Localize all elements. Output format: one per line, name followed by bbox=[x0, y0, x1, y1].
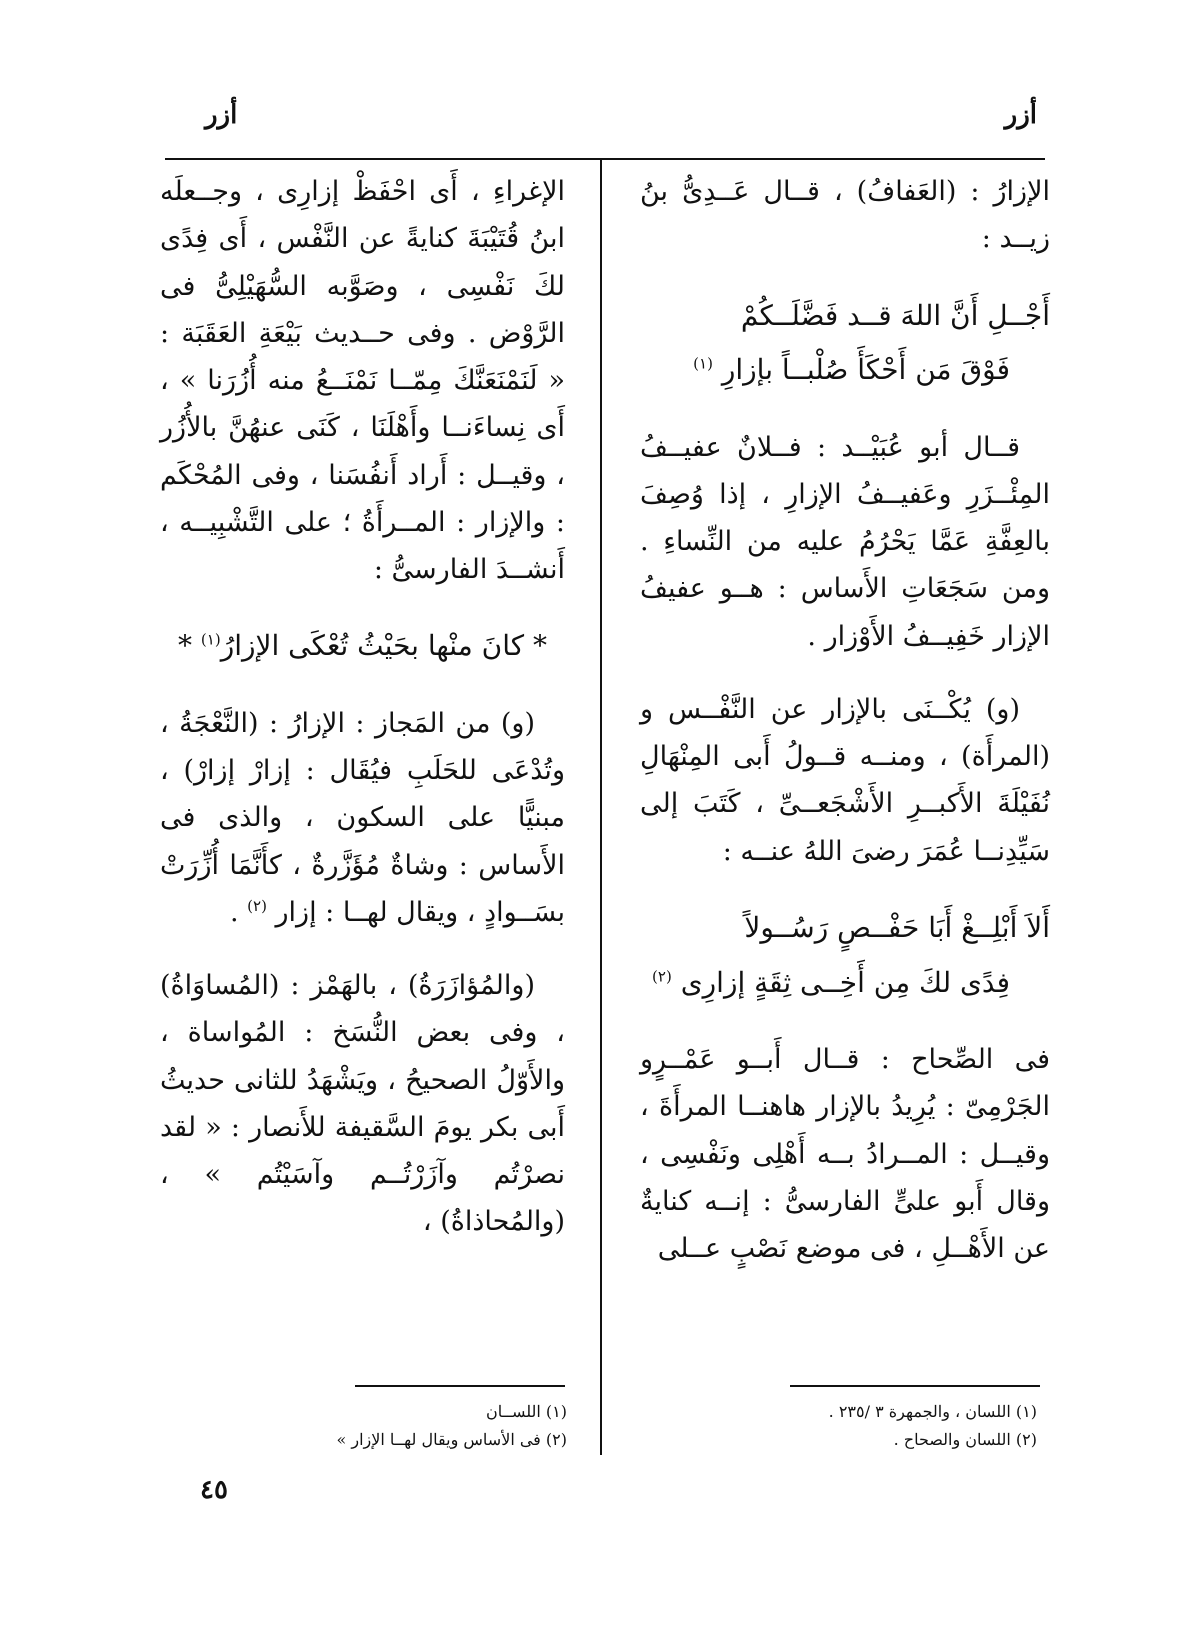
paragraph: فى الصِّحاح : قــال أَبــو عَمْــرٍو الجَرْمِىّ : يُرِيدُ بالإزار هاهنــا المرأَةَ ، وقيــل : المــرادُ بــه أَهْلِى ونَفْسِى ، وقال أَبو علىٍّ الفارسىُّ : إنــه كنايةٌ عن الأَهْــلِ ، فى موضع نَصْبٍ عــلى bbox=[640, 1044, 1050, 1265]
paragraph: (و) يُكْــنَى بالإزار عن النَّفْــس و (المرأَة) ، ومنــه قــولُ أَبى المِنْهَالِ نُفَيْلَةَ الأَكبــرِ الأَشْجَعــىِّ ، كَتَبَ إلى سَيِّدِنــا عُمَرَ رضىَ اللهُ عنــه : bbox=[640, 693, 1050, 867]
paragraph: الإزارُ : (العَفافُ) ، قــال عَــدِىُّ بنُ زيــد : bbox=[640, 176, 1050, 255]
verse-line-text: * كانَ منْها بحَيْثُ تُعْكَى الإزارُ bbox=[220, 629, 547, 663]
footnotes-right bbox=[777, 1398, 1037, 1454]
paragraph: الإغراءِ ، أَى احْفَظْ إزارِى ، وجــعلَه ابنُ قُتَيْبَةَ كنايةً عن النَّفْس ، أَى فِدًى لكَ نَفْسِى ، وصَوَّبه السُّهَيْلِىُّ فى الرَّوْض . وفى حــديث بَيْعَةِ العَقَبَة : « لَنَمْنَعَنَّكَ مِمّــا نَمْنَــعُ منه أُزُرَنا » ، أَى نِساءَنــا وأَهْلَنَا ، كَنَى عنهُنَّ بالأُزُر ، وقيــل : أَراد أَنفُسَنا ، وفى المُحْكَم : والإزار : المــرأَةُ ؛ على التَّشْبِيــه ، أَنشــدَ الفارسىُّ : bbox=[160, 176, 565, 585]
footnote-ref: (٢) bbox=[247, 896, 267, 915]
footnote-rule-right bbox=[790, 1385, 1040, 1387]
paragraph: (و) من المَجاز : الإزارُ : (النَّعْجَةُ ، وتُدْعَى للحَلَبِ فيُقَال : إزارْ إزارْ) ، مبنيًّا على السكون ، والذى فى الأَساس : وشاةٌ مُؤَزَّرةٌ ، كأَنَّمَا أُزِّرَتْ بسَــوادٍ ، ويقال لهــا : إزار $^{(٢)}$ . bbox=[160, 707, 565, 928]
verse-line: أَجْــلِ أَنَّ اللهَ قــد فَضَّلَــكُمْ bbox=[740, 298, 1050, 332]
footnotes-left bbox=[307, 1398, 567, 1454]
left-column bbox=[160, 168, 565, 1272]
footnote: (٢) فى الأساس ويقال لهــا الإزار » bbox=[336, 1430, 567, 1449]
header-rule bbox=[165, 158, 1045, 160]
verse-line bbox=[640, 956, 1050, 1011]
footnote-ref: (١) bbox=[693, 354, 713, 373]
verse-line: * كانَ منْها بحَيْثُ تُعْكَى الإزارُ$^{(١)}$ * bbox=[178, 629, 547, 663]
right-column bbox=[640, 168, 1050, 1298]
verse-line-text: فِدًى لكَ مِن أَخِــى ثِقَةٍ إزارِى bbox=[680, 965, 1010, 999]
paragraph-text: (و) من المَجاز : الإزارُ : (النَّعْجَةُ ، وتُدْعَى للحَلَبِ فيُقَال : إزارْ إزارْ) ، مبنيًّا على السكون ، والذى فى الأَساس : وشاةٌ مُؤَزَّرةٌ ، كأَنَّمَا أُزِّرَتْ بسَــوادٍ ، ويقال لهــا : إزار bbox=[160, 707, 565, 928]
footnote: (١) اللسان ، والجمهرة ٣ /٢٣٥ . bbox=[828, 1402, 1037, 1421]
verse bbox=[640, 289, 1050, 398]
footnote-rule-left bbox=[355, 1385, 565, 1387]
column-divider bbox=[600, 160, 602, 1455]
verse bbox=[160, 619, 565, 674]
running-head-right: أزر bbox=[1004, 100, 1037, 130]
page-number: ٤٥ bbox=[200, 1475, 228, 1505]
footnote: (٢) اللسان والصحاح . bbox=[893, 1430, 1037, 1449]
running-head-left: أزر bbox=[205, 100, 238, 130]
verse-line: أَلاَ أَبْلِــغْ أَبَا حَفْــصٍ رَسُــولاً bbox=[744, 910, 1050, 944]
footnote-ref: (١) bbox=[200, 630, 221, 649]
verse bbox=[640, 901, 1050, 1010]
verse-line-text: فَوْقَ مَن أَحْكَأَ صُلْبــاً بإزارِ bbox=[721, 353, 1010, 387]
footnote-ref: (٢) bbox=[652, 967, 672, 986]
paragraph: (والمُؤازَرَةُ) ، بالهَمْز : (المُساوَاةُ) ، وفى بعض النُّسَخ : المُواساة ، والأَوّلُ الصحيحُ ، ويَشْهَدُ للثانى حديثُ أَبى بكر يومَ السَّقيفة للأَنصار : « لقد نصرْتُم وآزَرْتُــم وآسَيْتُم » ، (والمُحاذاةُ) ، bbox=[160, 970, 565, 1238]
paragraph: قــال أبو عُبَيْــد : فــلانٌ عفيــفُ المِئْــزَرِ وعَفيــفُ الإزارِ ، إذا وُصِفَ بالعِفَّةِ عَمَّا يَحْرُمُ عليه من النِّساءِ . ومن سَجَعَاتِ الأَساس : هــو عفيفُ الإزار خَفِيــفُ الأَوْزار . bbox=[640, 431, 1050, 652]
verse-line bbox=[640, 343, 1050, 398]
footnote: (١) اللســان bbox=[485, 1402, 567, 1421]
